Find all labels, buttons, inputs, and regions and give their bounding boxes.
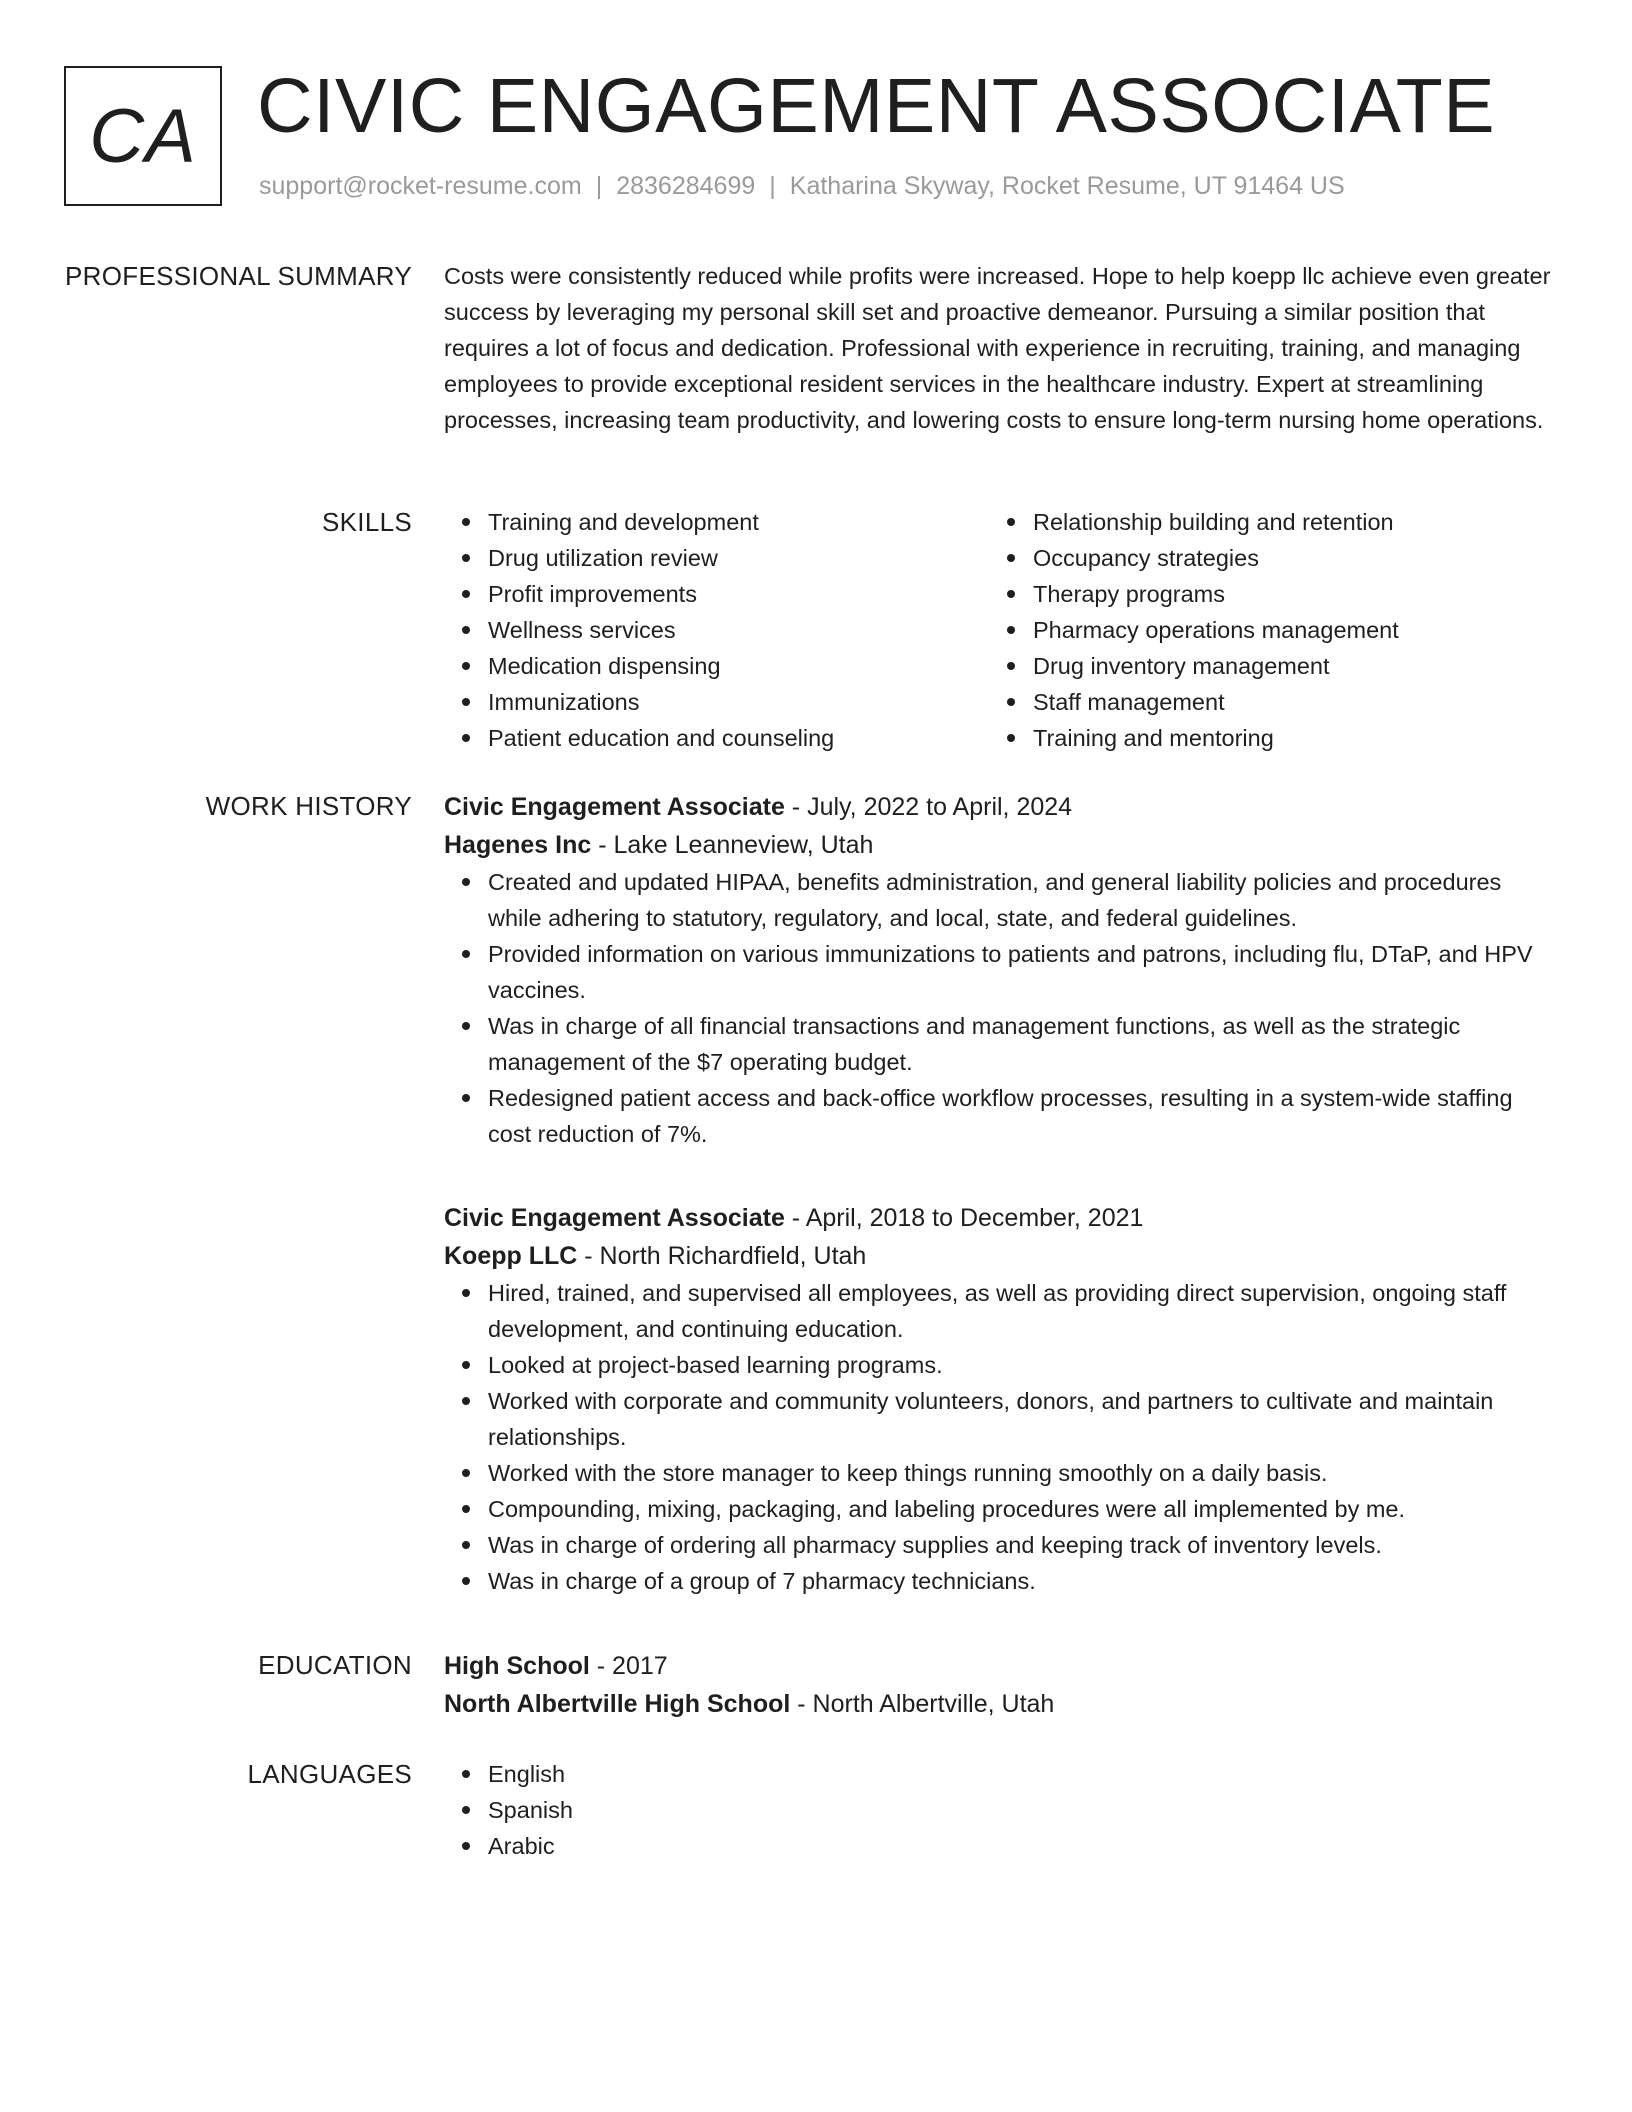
job-company-line [444, 1237, 1560, 1275]
contact-email: support@rocket-resume.com [259, 172, 582, 200]
job-entry [444, 788, 1560, 1152]
section-label: PROFESSIONAL SUMMARY [65, 261, 412, 291]
education-degree-line [444, 1647, 1560, 1685]
skill-item: Relationship building and retention [1033, 504, 1534, 540]
job-dates: - July, 2022 to April, 2024 [784, 793, 1073, 821]
language-item: Spanish [488, 1792, 1560, 1828]
job-bullet: Was in charge of all financial transactions and management functions, as well as the strategic management of the $7 operating budget. [488, 1008, 1560, 1080]
job-bullet: Was in charge of a group of 7 pharmacy technicians. [488, 1563, 1560, 1599]
job-location: - Lake Leanneview, Utah [591, 831, 874, 859]
job-company-line [444, 826, 1560, 864]
job-bullet: Was in charge of ordering all pharmacy supplies and keeping track of inventory levels. [488, 1527, 1560, 1563]
job-location: - North Richardfield, Utah [577, 1242, 867, 1270]
summary-text: Costs were consistently reduced while profits were increased. Hope to help koepp llc achieve even greater success by leveraging my personal skill set and proactive demeanor. Pursuing a similar position that requires a lot of focus and dedication. Professional with experience in recruiting, training, and managing employees to provide exceptional resident services in the healthcare industry. Expert at streamlining processes, increasing team productivity, and lowering costs to ensure long-term nursing home operations. [444, 263, 1551, 433]
job-bullet: Worked with corporate and community volunteers, donors, and partners to cultivate and maintain relationships. [488, 1383, 1560, 1455]
skill-item: Patient education and counseling [488, 720, 989, 756]
job-bullets [444, 1275, 1560, 1599]
resume-title: CIVIC ENGAGEMENT ASSOCIATE [257, 63, 1496, 149]
section-label: EDUCATION [258, 1650, 412, 1680]
skill-item: Therapy programs [1033, 576, 1534, 612]
job-company: Koepp LLC [444, 1242, 578, 1270]
skill-item: Training and development [488, 504, 989, 540]
skill-item: Drug utilization review [488, 540, 989, 576]
job-dates: - April, 2018 to December, 2021 [784, 1204, 1144, 1232]
job-bullets [444, 864, 1560, 1152]
section-label: SKILLS [322, 507, 412, 537]
education-location: - North Albertville, Utah [790, 1690, 1055, 1718]
job-bullet: Hired, trained, and supervised all employees, as well as providing direct supervision, ongoing staff development, and continuing education. [488, 1275, 1560, 1347]
skills-list-left [444, 504, 989, 756]
skill-item: Profit improvements [488, 576, 989, 612]
skill-item: Wellness services [488, 612, 989, 648]
education-year: - 2017 [589, 1652, 668, 1680]
job-title-line [444, 1199, 1560, 1237]
job-title: Civic Engagement Associate [444, 1204, 785, 1232]
languages-list [444, 1756, 1560, 1864]
section-label: LANGUAGES [247, 1759, 412, 1789]
job-bullet: Created and updated HIPAA, benefits administration, and general liability policies and procedures while adhering to statutory, regulatory, and local, state, and federal guidelines. [488, 864, 1560, 936]
monogram-logo: CA [64, 66, 222, 206]
contact-line [259, 172, 1345, 201]
skill-item: Immunizations [488, 684, 989, 720]
language-item: English [488, 1756, 1560, 1792]
job-bullet: Compounding, mixing, packaging, and labeling procedures were all implemented by me. [488, 1491, 1560, 1527]
job-title: Civic Engagement Associate [444, 793, 785, 821]
skill-item: Occupancy strategies [1033, 540, 1534, 576]
job-bullet: Worked with the store manager to keep things running smoothly on a daily basis. [488, 1455, 1560, 1491]
job-bullet: Provided information on various immunizations to patients and patrons, including flu, DTaP, and HPV vaccines. [488, 936, 1560, 1008]
skills-list-right [989, 504, 1534, 756]
education-school: North Albertville High School [444, 1690, 791, 1718]
language-item: Arabic [488, 1828, 1560, 1864]
job-title-line [444, 788, 1560, 826]
section-label: WORK HISTORY [205, 791, 412, 821]
education-school-line [444, 1685, 1560, 1723]
resume-header [64, 63, 1564, 210]
job-bullet: Redesigned patient access and back-office workflow processes, resulting in a system-wide staffing cost reduction of 7%. [488, 1080, 1560, 1152]
job-bullet: Looked at project-based learning programs. [488, 1347, 1560, 1383]
skill-item: Drug inventory management [1033, 648, 1534, 684]
skill-item: Medication dispensing [488, 648, 989, 684]
skill-item: Training and mentoring [1033, 720, 1534, 756]
contact-address: Katharina Skyway, Rocket Resume, UT 91464 US [789, 172, 1345, 200]
skill-item: Staff management [1033, 684, 1534, 720]
job-company: Hagenes Inc [444, 831, 592, 859]
education-degree: High School [444, 1652, 590, 1680]
job-entry [444, 1199, 1560, 1599]
contact-phone: 2836284699 [616, 172, 756, 200]
skill-item: Pharmacy operations management [1033, 612, 1534, 648]
contact-separator: | [595, 172, 603, 200]
contact-separator: | [769, 172, 776, 200]
